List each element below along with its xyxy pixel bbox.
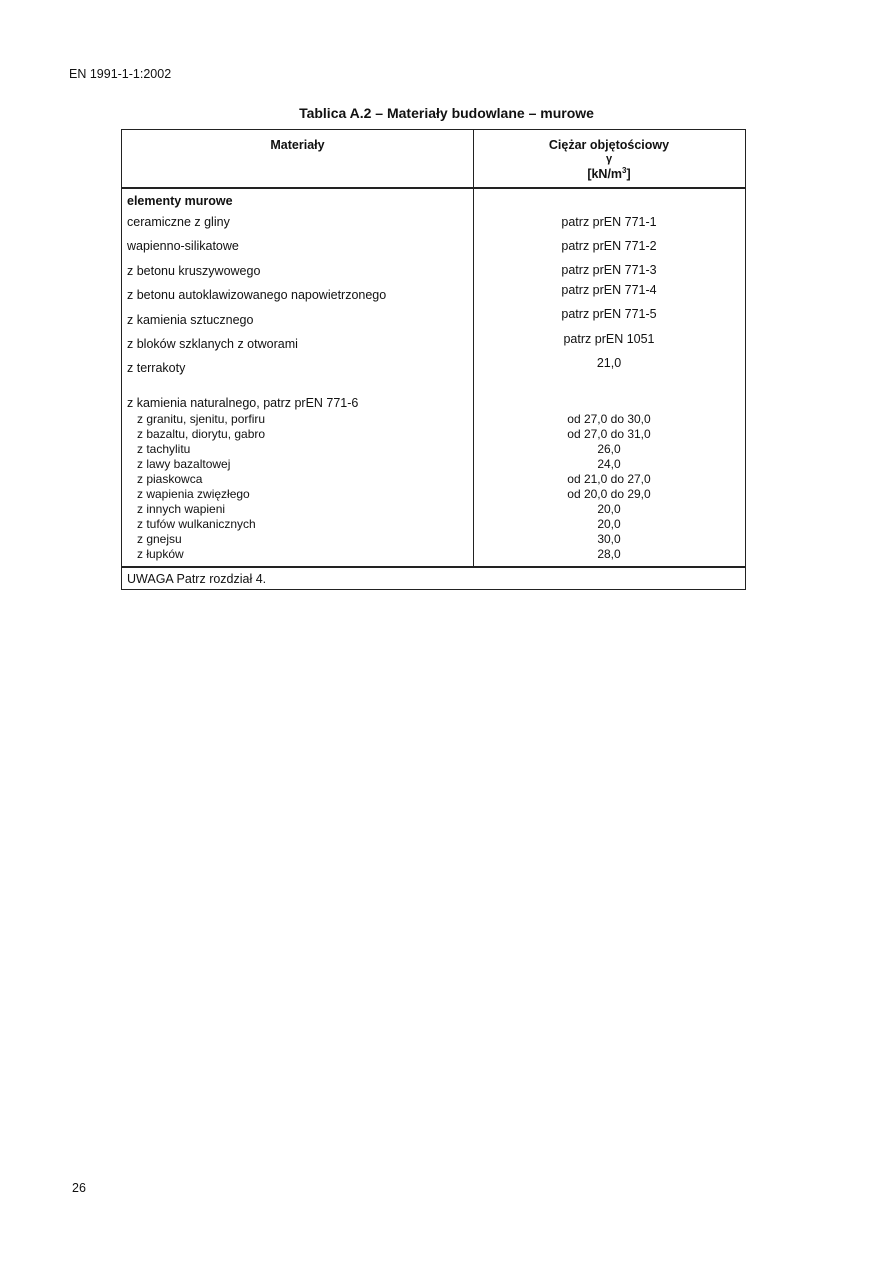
row-value: patrz prEN 771-2 xyxy=(561,239,657,253)
row-material: z lawy bazaltowej xyxy=(137,457,231,471)
row-value: patrz prEN 771-5 xyxy=(561,307,657,321)
row-material: z bazaltu, diorytu, gabro xyxy=(137,427,266,441)
row-material: z bloków szklanych z otworami xyxy=(127,337,298,351)
row-material: z granitu, sjenitu, porfiru xyxy=(137,412,266,426)
row-material: z tufów wulkanicznych xyxy=(137,517,256,531)
header-weight-unit xyxy=(474,164,744,181)
row-value: 20,0 xyxy=(597,502,621,516)
unit-base: [kN/m xyxy=(587,167,623,182)
row-material: z betonu autoklawizowanego napowietrzonego xyxy=(127,288,387,302)
row-value: 20,0 xyxy=(597,517,621,531)
row-value: od 20,0 do 29,0 xyxy=(567,487,651,501)
row-value: od 21,0 do 27,0 xyxy=(567,472,651,486)
row-value: patrz prEN 1051 xyxy=(563,332,655,346)
row-material: ceramiczne z gliny xyxy=(127,215,230,229)
header-material: Materiały xyxy=(270,138,325,152)
row-material: z łupków xyxy=(137,547,184,561)
row-value: patrz prEN 771-3 xyxy=(561,263,657,277)
table-title: Tablica A.2 – Materiały budowlane – murowe xyxy=(299,105,594,121)
row-material: z betonu kruszywowego xyxy=(127,264,261,278)
row-value: od 27,0 do 30,0 xyxy=(567,412,651,426)
row-material: z innych wapieni xyxy=(137,502,226,516)
row-value: 26,0 xyxy=(597,442,621,456)
row-value: 24,0 xyxy=(597,457,621,471)
stone-heading: z kamienia naturalnego, patrz prEN 771-6 xyxy=(127,396,359,410)
row-value: 28,0 xyxy=(597,547,621,561)
row-material: z terrakoty xyxy=(127,361,186,375)
row-value: patrz prEN 771-1 xyxy=(561,215,657,229)
header-weight xyxy=(474,138,744,181)
header-weight-label: Ciężar objętościowy xyxy=(548,138,670,152)
group-heading: elementy murowe xyxy=(127,194,233,208)
materials-table xyxy=(121,129,746,590)
row-material: z piaskowca xyxy=(137,472,203,486)
unit-close: ] xyxy=(626,167,631,182)
row-value: 30,0 xyxy=(597,532,621,546)
standard-code: EN 1991-1-1:2002 xyxy=(69,67,172,81)
row-value: od 27,0 do 31,0 xyxy=(567,427,651,441)
table-note: UWAGA Patrz rozdział 4. xyxy=(127,572,267,586)
row-material: z tachylitu xyxy=(137,442,191,456)
row-material: z wapienia zwięzłego xyxy=(137,487,250,501)
page-number: 26 xyxy=(72,1181,86,1195)
unit-exponent: 3 xyxy=(622,166,627,175)
header-divider xyxy=(122,187,745,189)
header-weight-symbol: γ xyxy=(605,153,613,165)
row-material: wapienno-silikatowe xyxy=(127,239,239,253)
row-value: patrz prEN 771-4 xyxy=(561,283,657,297)
row-value: 21,0 xyxy=(596,356,622,370)
row-material: z gnejsu xyxy=(137,532,182,546)
note-divider xyxy=(122,566,745,568)
row-material: z kamienia sztucznego xyxy=(127,313,254,327)
